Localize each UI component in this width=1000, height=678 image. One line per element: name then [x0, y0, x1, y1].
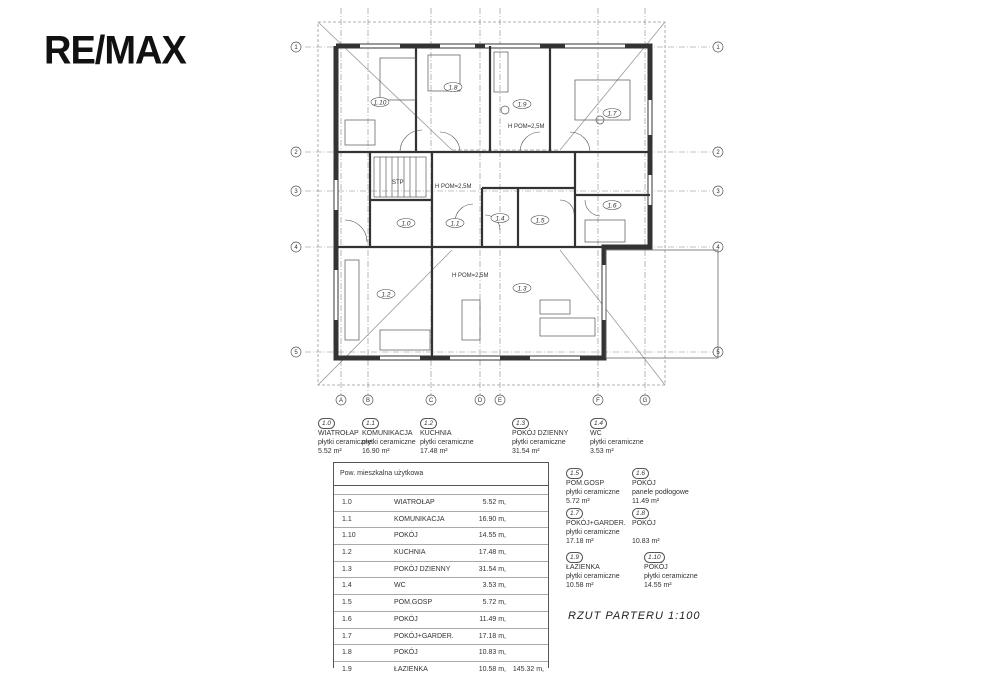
grid-row-2-left: 2 — [294, 150, 298, 156]
legend-finish: płytki ceramiczne — [512, 439, 566, 446]
legend-area: 17.48 m² — [420, 448, 448, 455]
room-tag-1-5: 1.5 — [535, 217, 545, 225]
table-row — [334, 527, 548, 544]
row-num: 1.5 — [342, 599, 352, 607]
table-row — [334, 644, 548, 661]
legend-room-1-6 — [632, 468, 712, 506]
row-num: 1.4 — [342, 582, 352, 590]
row-area: 16.90 m, — [478, 515, 506, 523]
legend-name: KUCHNIA — [420, 430, 452, 437]
legend-name: ŁAZIENKA — [566, 564, 600, 571]
legend-num: 1.8 — [632, 508, 649, 519]
legend-finish: płytki ceramiczne — [566, 573, 620, 580]
legend-finish: płytki ceramiczne — [566, 529, 620, 536]
height-label-3: H POM=2,5M — [452, 273, 489, 279]
legend-room-1-10 — [644, 552, 719, 590]
row-total — [506, 645, 548, 661]
height-label-2: H POM=2,5M — [435, 184, 472, 190]
legend-room-1-8 — [632, 508, 707, 546]
grid-col-markers — [336, 395, 650, 405]
row-num: 1.9 — [342, 665, 352, 673]
legend-room-1-9 — [566, 552, 641, 590]
legend-area: 31.54 m² — [512, 448, 540, 455]
legend-area: 17.18 m² — [566, 538, 594, 545]
row-area: 3.53 m, — [482, 582, 506, 590]
row-name: WC — [394, 582, 406, 590]
grid-col-d: D — [477, 398, 483, 404]
remax-logo: RE/MAX — [44, 28, 186, 74]
legend-finish: płytki ceramiczne — [566, 489, 620, 496]
table-row — [334, 661, 548, 678]
room-tag-1-1: 1.1 — [450, 220, 460, 228]
legend-area: 5.72 m² — [566, 498, 590, 505]
row-total: 145.32 m, — [512, 665, 544, 673]
legend-num: 1.1 — [362, 418, 379, 429]
grid-axes — [305, 8, 715, 395]
room-tag-1-3: 1.3 — [517, 285, 527, 293]
legend-finish: płytki ceramiczne — [318, 439, 372, 446]
legend-name: POKÓJ — [632, 480, 656, 487]
row-name: POKÓJ — [394, 532, 418, 540]
legend-area: 5.52 m² — [318, 448, 342, 455]
legend-finish: płytki ceramiczne — [362, 439, 416, 446]
grid-row-5-right: 5 — [716, 350, 720, 356]
room-tag-1-8: 1.8 — [448, 84, 458, 92]
row-num: 1.2 — [342, 549, 352, 557]
row-area: 10.83 m, — [478, 649, 506, 657]
row-area: 5.52 m, — [482, 499, 506, 506]
row-area: 17.48 m, — [478, 549, 506, 557]
grid-row-1-right: 1 — [716, 45, 720, 51]
row-total — [506, 595, 548, 611]
room-tag-1-7: 1.7 — [607, 110, 617, 118]
legend-name: POKÓJ — [644, 564, 668, 571]
grid-row-2-right: 2 — [716, 150, 720, 156]
legend-num: 1.10 — [644, 552, 665, 563]
grid-col-b: B — [365, 398, 371, 404]
legend-area: 3.53 m² — [590, 448, 614, 455]
room-tag-1-6: 1.6 — [607, 202, 617, 210]
legend-num: 1.5 — [566, 468, 583, 479]
grid-row-3-left: 3 — [294, 189, 298, 195]
table-row — [334, 561, 548, 578]
stair-label: STP — [392, 180, 404, 186]
row-area: 31.54 m, — [478, 565, 506, 573]
legend-num: 1.3 — [512, 418, 529, 429]
legend-name: POKÓJ+GARDER. — [566, 520, 626, 527]
row-total — [506, 512, 548, 528]
row-area: 5.72 m, — [482, 599, 506, 607]
grid-row-5-left: 5 — [294, 350, 298, 356]
room-tag-1-10: 1.10 — [373, 99, 387, 107]
grid-col-f: F — [596, 398, 600, 404]
grid-row-4-left: 4 — [294, 245, 298, 251]
row-num: 1.0 — [342, 499, 352, 506]
row-num: 1.10 — [342, 532, 356, 540]
row-num: 1.8 — [342, 649, 352, 657]
door-swings — [345, 130, 600, 242]
row-total — [506, 545, 548, 561]
row-area: 10.58 m, — [478, 665, 506, 673]
table-row — [334, 611, 548, 628]
row-total — [506, 528, 548, 544]
legend-area: 16.90 m² — [362, 448, 390, 455]
grid-row-markers — [291, 42, 723, 357]
terrace — [606, 250, 718, 358]
row-area: 14.55 m, — [478, 532, 506, 540]
legend-finish: płytki ceramiczne — [420, 439, 474, 446]
row-total — [506, 612, 548, 628]
row-num: 1.6 — [342, 615, 352, 623]
grid-row-4-right: 4 — [716, 245, 720, 251]
row-name: POKÓJ DZIENNY — [394, 565, 451, 573]
legend-area: 10.83 m² — [632, 538, 660, 545]
grid-col-c: C — [428, 398, 434, 404]
legend-name: WC — [590, 430, 602, 437]
legend-name: WIATROŁAP — [318, 430, 359, 437]
row-name: POKÓJ+GARDER. — [394, 632, 454, 640]
row-total — [506, 495, 548, 511]
grid-col-a: A — [338, 398, 344, 404]
legend-room-1-2 — [420, 418, 500, 456]
legend-num: 1.0 — [318, 418, 335, 429]
legend-num: 1.7 — [566, 508, 583, 519]
legend-num: 1.2 — [420, 418, 437, 429]
legend-finish: panele podłogowe — [632, 489, 689, 496]
area-table — [333, 462, 549, 673]
row-name: POKÓJ — [394, 649, 418, 657]
legend-name: POM.GOSP — [566, 480, 605, 487]
windows — [336, 46, 650, 358]
row-num: 1.7 — [342, 632, 352, 640]
room-tag-1-9: 1.9 — [517, 101, 527, 109]
row-area: 17.18 m, — [478, 632, 506, 640]
legend-room-1-4 — [590, 418, 665, 456]
legend-finish: płytki ceramiczne — [644, 573, 698, 580]
legend-name: KOMUNIKACJA — [362, 430, 413, 437]
row-total — [506, 578, 548, 594]
table-row — [334, 511, 548, 528]
area-table-header: Pow. mieszkalna użytkowa — [334, 463, 548, 486]
table-row — [334, 628, 548, 645]
legend-area: 10.58 m² — [566, 582, 594, 589]
room-tag-1-2: 1.2 — [381, 291, 391, 299]
row-total — [506, 562, 548, 578]
legend-name: POKÓJ DZIENNY — [512, 430, 569, 437]
row-total — [506, 629, 548, 645]
row-name: KOMUNIKACJA — [394, 515, 445, 523]
grid-row-3-right: 3 — [716, 189, 720, 195]
room-tags — [371, 83, 621, 299]
row-name: ŁAZIENKA — [394, 665, 428, 673]
legend-room-1-7 — [566, 508, 641, 546]
legend-room-1-5 — [566, 468, 641, 506]
row-num: 1.3 — [342, 565, 352, 573]
legend-finish: płytki ceramiczne — [590, 439, 644, 446]
grid-col-e: E — [497, 398, 503, 404]
legend-num: 1.9 — [566, 552, 583, 563]
table-row — [334, 494, 548, 511]
row-name: KUCHNIA — [394, 549, 426, 557]
room-tag-1-0: 1.0 — [401, 220, 411, 228]
table-row — [334, 594, 548, 611]
legend-area: 14.55 m² — [644, 582, 672, 589]
legend-num: 1.4 — [590, 418, 607, 429]
table-row — [334, 577, 548, 594]
table-row — [334, 544, 548, 561]
row-num: 1.1 — [342, 515, 352, 523]
row-name: POKÓJ — [394, 615, 418, 623]
legend-room-1-3 — [512, 418, 592, 456]
row-name: WIATROŁAP — [394, 499, 435, 506]
row-name: POM.GOSP — [394, 599, 433, 607]
height-label-1: H POM=2,5M — [508, 124, 545, 130]
grid-col-g: G — [642, 398, 648, 404]
legend-name: POKÓJ — [632, 520, 656, 527]
room-tag-1-4: 1.4 — [495, 215, 505, 223]
drawing-title: RZUT PARTERU 1:100 — [568, 610, 701, 622]
legend-num: 1.6 — [632, 468, 649, 479]
grid-row-1-left: 1 — [294, 45, 298, 51]
legend-area: 11.49 m² — [632, 498, 660, 505]
row-area: 11.49 m, — [479, 615, 506, 623]
